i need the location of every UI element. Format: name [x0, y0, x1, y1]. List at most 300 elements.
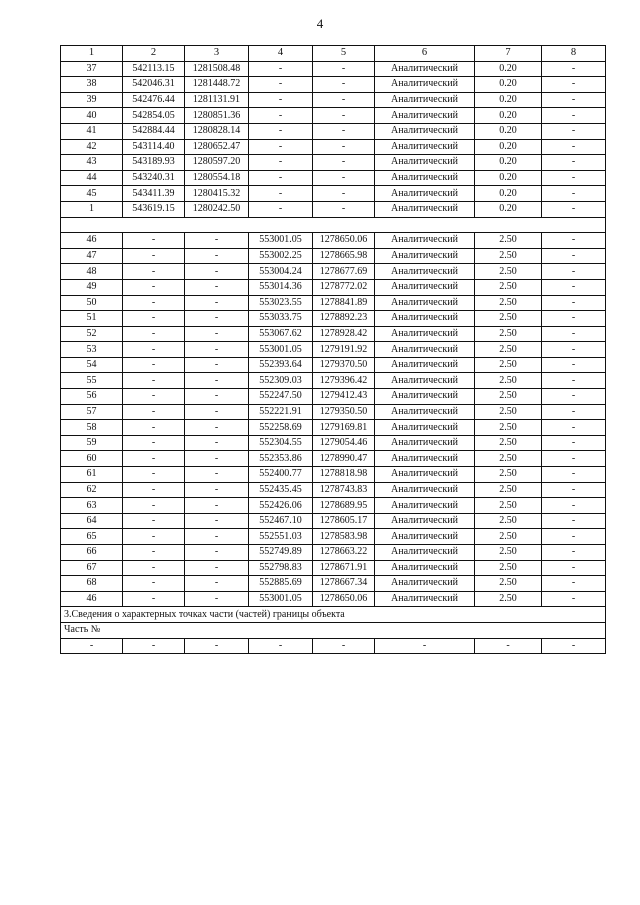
- table-cell: -: [123, 248, 185, 264]
- table-row: [61, 545, 606, 561]
- table-cell: -: [542, 498, 606, 514]
- table-cell: 552258.69: [249, 420, 313, 436]
- table-cell: -: [185, 467, 249, 483]
- table-cell: 2.50: [475, 591, 542, 607]
- table-cell: 1278605.17: [313, 513, 375, 529]
- table-cell: 46: [61, 591, 123, 607]
- table-row: [61, 513, 606, 529]
- table-cell: -: [123, 326, 185, 342]
- table-cell: -: [185, 373, 249, 389]
- table-cell: -: [185, 591, 249, 607]
- table-cell: 1: [61, 201, 123, 217]
- table-cell: 1280242.50: [185, 201, 249, 217]
- table-cell: -: [123, 295, 185, 311]
- table-cell: -: [542, 591, 606, 607]
- table-cell: -: [542, 233, 606, 249]
- table-cell: -: [185, 420, 249, 436]
- table-cell: -: [61, 638, 123, 654]
- table-cell: Аналитический: [375, 560, 475, 576]
- table-cell: 2: [123, 46, 185, 62]
- table-row: [61, 311, 606, 327]
- table-cell: -: [123, 264, 185, 280]
- table-row: [61, 295, 606, 311]
- table-cell: 62: [61, 482, 123, 498]
- table-cell: 51: [61, 311, 123, 327]
- table-cell: -: [313, 201, 375, 217]
- table-cell: -: [185, 576, 249, 592]
- table-cell: 2.50: [475, 389, 542, 405]
- table-cell: -: [249, 108, 313, 124]
- table-row: [61, 264, 606, 280]
- table-cell: 66: [61, 545, 123, 561]
- page-number: 4: [316, 16, 324, 31]
- table-cell: 5: [313, 46, 375, 62]
- table-cell: -: [123, 513, 185, 529]
- table-cell: -: [313, 123, 375, 139]
- table-cell: 1280554.18: [185, 170, 249, 186]
- table-cell: 2.50: [475, 233, 542, 249]
- table-cell: -: [542, 404, 606, 420]
- table-cell: Аналитический: [375, 123, 475, 139]
- table-cell: 1279054.46: [313, 435, 375, 451]
- table-cell: -: [123, 529, 185, 545]
- table-cell: -: [542, 279, 606, 295]
- table-cell: 1280652.47: [185, 139, 249, 155]
- table-cell: 41: [61, 123, 123, 139]
- table-cell: 1278665.98: [313, 248, 375, 264]
- table-cell: -: [185, 498, 249, 514]
- table-cell: -: [185, 529, 249, 545]
- table-cell: 64: [61, 513, 123, 529]
- table-cell: -: [313, 61, 375, 77]
- table-cell: Аналитический: [375, 108, 475, 124]
- table-cell: 8: [542, 46, 606, 62]
- table-cell: -: [542, 482, 606, 498]
- table-cell: -: [185, 404, 249, 420]
- table-cell: Аналитический: [375, 420, 475, 436]
- table-cell: 2.50: [475, 467, 542, 483]
- table-row: [61, 108, 606, 124]
- table-row: [61, 467, 606, 483]
- table-row: [61, 498, 606, 514]
- table-cell: -: [123, 357, 185, 373]
- table-cell: 1278667.34: [313, 576, 375, 592]
- table-cell: -: [185, 435, 249, 451]
- table-cell: -: [249, 77, 313, 93]
- table-cell: Аналитический: [375, 233, 475, 249]
- table-cell: 543189.93: [123, 155, 185, 171]
- table-cell: 2.50: [475, 404, 542, 420]
- table-row: [61, 482, 606, 498]
- table-cell: 2.50: [475, 560, 542, 576]
- table-cell: 1278841.89: [313, 295, 375, 311]
- table-header-row: [61, 46, 606, 62]
- section-title-row: [61, 607, 606, 623]
- table-cell: 1278650.06: [313, 591, 375, 607]
- table-cell: 2.50: [475, 420, 542, 436]
- table-cell: Аналитический: [375, 92, 475, 108]
- part-label: Часть №: [61, 622, 606, 638]
- table-cell: 2.50: [475, 248, 542, 264]
- table-cell: -: [542, 108, 606, 124]
- table-cell: 2.50: [475, 451, 542, 467]
- table-cell: 1278663.22: [313, 545, 375, 561]
- table-cell: 2.50: [475, 311, 542, 327]
- table-cell: -: [542, 186, 606, 202]
- table-row: [61, 279, 606, 295]
- table-cell: -: [542, 638, 606, 654]
- table-cell: Аналитический: [375, 248, 475, 264]
- table-cell: 38: [61, 77, 123, 93]
- table-cell: 2.50: [475, 498, 542, 514]
- table-cell: Аналитический: [375, 513, 475, 529]
- table-cell: -: [249, 139, 313, 155]
- table-cell: Аналитический: [375, 404, 475, 420]
- table-cell: 542113.15: [123, 61, 185, 77]
- table-cell: -: [185, 326, 249, 342]
- table-cell: Аналитический: [375, 576, 475, 592]
- table-cell: 45: [61, 186, 123, 202]
- table-cell: 2.50: [475, 342, 542, 358]
- table-cell: 552309.03: [249, 373, 313, 389]
- table-cell: Аналитический: [375, 357, 475, 373]
- table-cell: 61: [61, 467, 123, 483]
- table-row: [61, 435, 606, 451]
- spacer-cell: [61, 217, 606, 233]
- table-cell: -: [313, 108, 375, 124]
- table-cell: 53: [61, 342, 123, 358]
- table-cell: 43: [61, 155, 123, 171]
- table-cell: -: [123, 451, 185, 467]
- table-cell: 7: [475, 46, 542, 62]
- table-cell: 0.20: [475, 139, 542, 155]
- table-cell: 1279350.50: [313, 404, 375, 420]
- table-row: [61, 139, 606, 155]
- table-cell: 0.20: [475, 61, 542, 77]
- table-cell: -: [123, 435, 185, 451]
- table-row: [61, 357, 606, 373]
- table-cell: 60: [61, 451, 123, 467]
- table-cell: 2.50: [475, 264, 542, 280]
- table-cell: 553004.24: [249, 264, 313, 280]
- table-cell: Аналитический: [375, 467, 475, 483]
- table-row: [61, 389, 606, 405]
- table-cell: 553001.05: [249, 342, 313, 358]
- table-cell: -: [542, 123, 606, 139]
- table-cell: 542884.44: [123, 123, 185, 139]
- table-cell: -: [542, 61, 606, 77]
- table-cell: Аналитический: [375, 482, 475, 498]
- table-cell: 552467.10: [249, 513, 313, 529]
- table-cell: -: [123, 498, 185, 514]
- table-cell: 1278677.69: [313, 264, 375, 280]
- table-cell: 2.50: [475, 482, 542, 498]
- table-cell: -: [542, 77, 606, 93]
- table-cell: 48: [61, 264, 123, 280]
- table-cell: 1280415.32: [185, 186, 249, 202]
- table-row: [61, 92, 606, 108]
- table-cell: Аналитический: [375, 61, 475, 77]
- table-cell: 46: [61, 233, 123, 249]
- table-cell: -: [123, 420, 185, 436]
- table-row: [61, 233, 606, 249]
- table-cell: Аналитический: [375, 389, 475, 405]
- table-cell: -: [542, 326, 606, 342]
- table-cell: 552221.91: [249, 404, 313, 420]
- table-cell: Аналитический: [375, 498, 475, 514]
- table-cell: 65: [61, 529, 123, 545]
- table-cell: 1279396.42: [313, 373, 375, 389]
- table-cell: 67: [61, 560, 123, 576]
- table-row: [61, 560, 606, 576]
- table-cell: -: [542, 311, 606, 327]
- table-cell: -: [542, 92, 606, 108]
- table-cell: 1278583.98: [313, 529, 375, 545]
- table-cell: 552798.83: [249, 560, 313, 576]
- table-cell: 2.50: [475, 513, 542, 529]
- table-cell: 552393.64: [249, 357, 313, 373]
- table-cell: 1278650.06: [313, 233, 375, 249]
- table-row: [61, 77, 606, 93]
- table-cell: -: [542, 342, 606, 358]
- table-cell: -: [542, 420, 606, 436]
- table-row: [61, 591, 606, 607]
- table-cell: Аналитический: [375, 435, 475, 451]
- table-cell: -: [313, 139, 375, 155]
- table-cell: 553033.75: [249, 311, 313, 327]
- table-cell: -: [123, 342, 185, 358]
- table-cell: -: [123, 311, 185, 327]
- table-cell: -: [313, 92, 375, 108]
- table-cell: -: [249, 170, 313, 186]
- table-cell: -: [185, 279, 249, 295]
- table-cell: 1279370.50: [313, 357, 375, 373]
- table-cell: -: [313, 170, 375, 186]
- table-cell: -: [249, 123, 313, 139]
- table-cell: Аналитический: [375, 264, 475, 280]
- table-cell: 55: [61, 373, 123, 389]
- table-cell: 1: [61, 46, 123, 62]
- table-row: [61, 638, 606, 654]
- table-cell: 39: [61, 92, 123, 108]
- table-cell: -: [185, 311, 249, 327]
- table-cell: Аналитический: [375, 342, 475, 358]
- table-row: [61, 373, 606, 389]
- table-cell: -: [249, 186, 313, 202]
- table-cell: Аналитический: [375, 311, 475, 327]
- table-cell: 552247.50: [249, 389, 313, 405]
- table-cell: -: [542, 389, 606, 405]
- table-row: [61, 123, 606, 139]
- table-cell: Аналитический: [375, 295, 475, 311]
- table-cell: Аналитический: [375, 591, 475, 607]
- table-cell: -: [123, 279, 185, 295]
- table-cell: 42: [61, 139, 123, 155]
- table-cell: 58: [61, 420, 123, 436]
- table-cell: 543114.40: [123, 139, 185, 155]
- table-cell: -: [542, 467, 606, 483]
- table-cell: 2.50: [475, 279, 542, 295]
- table-cell: -: [475, 638, 542, 654]
- table-cell: 0.20: [475, 108, 542, 124]
- table-cell: -: [313, 186, 375, 202]
- table-cell: 3: [185, 46, 249, 62]
- table-cell: 1278772.02: [313, 279, 375, 295]
- table-cell: -: [185, 560, 249, 576]
- table-cell: -: [123, 591, 185, 607]
- table-cell: -: [542, 451, 606, 467]
- table-cell: 2.50: [475, 435, 542, 451]
- table-cell: -: [542, 295, 606, 311]
- table-cell: 553001.05: [249, 233, 313, 249]
- table-cell: -: [542, 155, 606, 171]
- table-cell: -: [123, 638, 185, 654]
- table-cell: -: [542, 264, 606, 280]
- table-cell: -: [185, 233, 249, 249]
- table-cell: Аналитический: [375, 201, 475, 217]
- table-cell: 52: [61, 326, 123, 342]
- table-cell: 552426.06: [249, 498, 313, 514]
- table-cell: -: [185, 638, 249, 654]
- table-cell: 552353.86: [249, 451, 313, 467]
- table-cell: -: [185, 451, 249, 467]
- table-cell: 1281131.91: [185, 92, 249, 108]
- table-cell: 1279191.92: [313, 342, 375, 358]
- table-cell: -: [542, 545, 606, 561]
- table-cell: -: [542, 139, 606, 155]
- table-cell: -: [542, 201, 606, 217]
- table-cell: -: [123, 404, 185, 420]
- table-cell: 2.50: [475, 357, 542, 373]
- table-cell: -: [249, 61, 313, 77]
- table-cell: Аналитический: [375, 373, 475, 389]
- table-cell: 2.50: [475, 295, 542, 311]
- table-cell: -: [123, 373, 185, 389]
- table-cell: 552435.45: [249, 482, 313, 498]
- table-cell: 1280597.20: [185, 155, 249, 171]
- table-row: [61, 451, 606, 467]
- table-cell: -: [123, 467, 185, 483]
- table-cell: 553014.36: [249, 279, 313, 295]
- table-cell: Аналитический: [375, 279, 475, 295]
- table-row: [61, 342, 606, 358]
- table-cell: 1278892.23: [313, 311, 375, 327]
- table-cell: 1279169.81: [313, 420, 375, 436]
- table-row: [61, 186, 606, 202]
- table-row: [61, 529, 606, 545]
- table-row: [61, 420, 606, 436]
- table-cell: 552749.89: [249, 545, 313, 561]
- table-cell: 0.20: [475, 201, 542, 217]
- coordinates-table: [60, 45, 606, 654]
- table-cell: 50: [61, 295, 123, 311]
- table-row: [61, 404, 606, 420]
- table-cell: 553002.25: [249, 248, 313, 264]
- table-cell: 57: [61, 404, 123, 420]
- table-cell: Аналитический: [375, 77, 475, 93]
- table-row: [61, 326, 606, 342]
- table-row: [61, 170, 606, 186]
- table-cell: 552551.03: [249, 529, 313, 545]
- table-cell: 2.50: [475, 529, 542, 545]
- table-cell: 1278743.83: [313, 482, 375, 498]
- spacer-row: [61, 217, 606, 233]
- table-cell: 0.20: [475, 170, 542, 186]
- table-cell: -: [542, 576, 606, 592]
- table-cell: -: [185, 248, 249, 264]
- table-cell: 552885.69: [249, 576, 313, 592]
- table-cell: 0.20: [475, 123, 542, 139]
- table-cell: -: [249, 638, 313, 654]
- table-cell: 553067.62: [249, 326, 313, 342]
- table-cell: -: [185, 342, 249, 358]
- table-cell: -: [249, 201, 313, 217]
- table-cell: -: [185, 389, 249, 405]
- table-cell: 543619.15: [123, 201, 185, 217]
- table-row: [61, 248, 606, 264]
- table-cell: 542854.05: [123, 108, 185, 124]
- table-cell: -: [123, 576, 185, 592]
- table-cell: 63: [61, 498, 123, 514]
- part-label-row: [61, 622, 606, 638]
- table-cell: Аналитический: [375, 529, 475, 545]
- table-cell: 1279412.43: [313, 389, 375, 405]
- table-cell: Аналитический: [375, 155, 475, 171]
- table-cell: -: [542, 357, 606, 373]
- table-row: [61, 155, 606, 171]
- table-cell: 1280828.14: [185, 123, 249, 139]
- table-cell: 1278689.95: [313, 498, 375, 514]
- table-cell: 552400.77: [249, 467, 313, 483]
- table-cell: 59: [61, 435, 123, 451]
- table-cell: -: [375, 638, 475, 654]
- table-cell: -: [313, 155, 375, 171]
- table-cell: 1278671.91: [313, 560, 375, 576]
- table-cell: 2.50: [475, 545, 542, 561]
- table-cell: 4: [249, 46, 313, 62]
- table-cell: 552304.55: [249, 435, 313, 451]
- table-cell: 553023.55: [249, 295, 313, 311]
- table-cell: 543240.31: [123, 170, 185, 186]
- table-cell: -: [542, 529, 606, 545]
- table-cell: -: [249, 155, 313, 171]
- table-cell: 0.20: [475, 155, 542, 171]
- table-cell: -: [313, 638, 375, 654]
- table-cell: 553001.05: [249, 591, 313, 607]
- table-cell: 1281508.48: [185, 61, 249, 77]
- table-cell: 37: [61, 61, 123, 77]
- table-row: [61, 201, 606, 217]
- table-cell: -: [123, 233, 185, 249]
- table-cell: Аналитический: [375, 139, 475, 155]
- table-cell: -: [542, 373, 606, 389]
- table-cell: -: [542, 513, 606, 529]
- table-cell: 1278928.42: [313, 326, 375, 342]
- table-cell: Аналитический: [375, 451, 475, 467]
- table-cell: 56: [61, 389, 123, 405]
- table-cell: 6: [375, 46, 475, 62]
- table-cell: -: [542, 248, 606, 264]
- table-cell: 1280851.36: [185, 108, 249, 124]
- table-cell: 2.50: [475, 326, 542, 342]
- table-cell: 0.20: [475, 77, 542, 93]
- table-cell: 1281448.72: [185, 77, 249, 93]
- table-cell: -: [185, 295, 249, 311]
- table-cell: 542046.31: [123, 77, 185, 93]
- table-cell: -: [542, 170, 606, 186]
- table-cell: 47: [61, 248, 123, 264]
- table-cell: -: [185, 482, 249, 498]
